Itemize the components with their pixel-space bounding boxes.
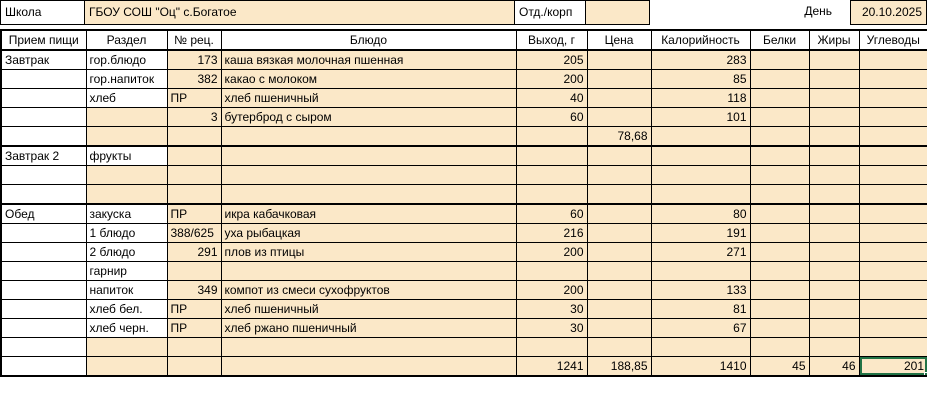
cell-rec[interactable]: ПР (167, 318, 221, 337)
cell-carbs[interactable] (859, 146, 927, 166)
cell-carbs[interactable] (859, 318, 927, 337)
day-label-cell[interactable]: День (650, 0, 840, 25)
cell-section[interactable] (86, 356, 167, 376)
cell-kcal[interactable] (651, 166, 750, 185)
cell-carbs[interactable] (859, 185, 927, 204)
cell-dish[interactable]: хлеб ржано пшеничный (221, 318, 516, 337)
cell-protein[interactable] (750, 337, 809, 356)
table-row (1, 356, 927, 376)
cell-protein[interactable] (750, 204, 809, 224)
cell-dish[interactable]: уха рыбацкая (221, 223, 516, 242)
cell-protein[interactable] (750, 261, 809, 280)
cell-price[interactable] (587, 280, 651, 299)
cell-fat[interactable] (809, 204, 859, 224)
cell-fat[interactable] (809, 318, 859, 337)
cell-price[interactable] (587, 318, 651, 337)
cell-out[interactable] (516, 337, 587, 356)
cell-fat[interactable] (809, 242, 859, 261)
cell-dish[interactable]: какао с молоком (221, 70, 516, 89)
column-header[interactable]: Цена (587, 30, 651, 50)
cell-rec[interactable]: ПР (167, 204, 221, 224)
cell-carbs[interactable]: 201 (859, 356, 927, 376)
menu-spreadsheet (0, 29, 927, 377)
cell-fat[interactable]: 46 (809, 356, 859, 376)
cell-out[interactable]: 200 (516, 280, 587, 299)
cell-fat[interactable] (809, 50, 859, 70)
table-row (1, 89, 927, 108)
cell-price[interactable]: 188,85 (587, 356, 651, 376)
cell-carbs[interactable] (859, 337, 927, 356)
cell-section[interactable]: хлеб бел. (86, 299, 167, 318)
cell-out[interactable]: 60 (516, 108, 587, 127)
cell-rec[interactable] (167, 127, 221, 147)
cell-rec[interactable] (167, 356, 221, 376)
cell-kcal[interactable]: 80 (651, 204, 750, 224)
column-header[interactable]: Белки (750, 30, 809, 50)
cell-meal[interactable] (1, 318, 86, 337)
cell-rec[interactable]: ПР (167, 89, 221, 108)
cell-price[interactable] (587, 146, 651, 166)
cell-section[interactable]: гарнир (86, 261, 167, 280)
cell-rec[interactable]: 349 (167, 280, 221, 299)
column-header[interactable]: Выход, г (516, 30, 587, 50)
cell-section[interactable]: 1 блюдо (86, 223, 167, 242)
cell-price[interactable] (587, 89, 651, 108)
cell-dish[interactable]: икра кабачковая (221, 204, 516, 224)
cell-kcal[interactable]: 191 (651, 223, 750, 242)
table-row (1, 223, 927, 242)
cell-fat[interactable] (809, 261, 859, 280)
table-row (1, 146, 927, 166)
cell-fat[interactable] (809, 108, 859, 127)
cell-section[interactable]: 2 блюдо (86, 242, 167, 261)
cell-rec[interactable]: 3 (167, 108, 221, 127)
cell-dish[interactable] (221, 127, 516, 147)
department-value-cell[interactable] (585, 0, 650, 25)
cell-fat[interactable] (809, 337, 859, 356)
cell-out[interactable]: 1241 (516, 356, 587, 376)
cell-kcal[interactable]: 1410 (651, 356, 750, 376)
cell-kcal[interactable] (651, 185, 750, 204)
cell-section[interactable] (86, 337, 167, 356)
cell-out[interactable]: 30 (516, 318, 587, 337)
cell-meal[interactable] (1, 223, 86, 242)
cell-meal[interactable] (1, 242, 86, 261)
cell-out[interactable] (516, 261, 587, 280)
cell-protein[interactable] (750, 108, 809, 127)
cell-out[interactable]: 200 (516, 242, 587, 261)
cell-dish[interactable] (221, 356, 516, 376)
cell-kcal[interactable] (651, 127, 750, 147)
cell-carbs[interactable] (859, 223, 927, 242)
cell-meal[interactable] (1, 127, 86, 147)
cell-meal[interactable] (1, 299, 86, 318)
cell-protein[interactable] (750, 223, 809, 242)
cell-meal[interactable] (1, 356, 86, 376)
table-row (1, 299, 927, 318)
cell-protein[interactable] (750, 185, 809, 204)
cell-out[interactable]: 205 (516, 50, 587, 70)
cell-dish[interactable] (221, 166, 516, 185)
cell-meal[interactable]: Завтрак (1, 50, 86, 70)
cell-section[interactable] (86, 127, 167, 147)
cell-rec[interactable]: 382 (167, 70, 221, 89)
column-header[interactable]: Блюдо (221, 30, 516, 50)
cell-protein[interactable] (750, 70, 809, 89)
cell-rec[interactable] (167, 146, 221, 166)
cell-protein[interactable] (750, 127, 809, 147)
cell-rec[interactable]: 291 (167, 242, 221, 261)
cell-carbs[interactable] (859, 108, 927, 127)
cell-price[interactable] (587, 204, 651, 224)
cell-dish[interactable]: бутерброд с сыром (221, 108, 516, 127)
cell-carbs[interactable] (859, 166, 927, 185)
cell-carbs[interactable] (859, 299, 927, 318)
cell-rec[interactable]: 388/625 (167, 223, 221, 242)
cell-fat[interactable] (809, 146, 859, 166)
cell-dish[interactable]: каша вязкая молочная пшенная (221, 50, 516, 70)
date-cell[interactable]: 20.10.2025 (850, 0, 927, 25)
cell-protein[interactable] (750, 166, 809, 185)
cell-out[interactable]: 60 (516, 204, 587, 224)
table-row (1, 242, 927, 261)
cell-fat[interactable] (809, 280, 859, 299)
cell-protein[interactable] (750, 318, 809, 337)
cell-meal[interactable] (1, 70, 86, 89)
cell-fat[interactable] (809, 223, 859, 242)
cell-carbs[interactable] (859, 204, 927, 224)
table-row (1, 70, 927, 89)
cell-kcal[interactable]: 85 (651, 70, 750, 89)
cell-kcal[interactable]: 283 (651, 50, 750, 70)
cell-price[interactable] (587, 70, 651, 89)
cell-section[interactable]: хлеб черн. (86, 318, 167, 337)
cell-carbs[interactable] (859, 89, 927, 108)
table-row (1, 166, 927, 185)
table-row (1, 261, 927, 280)
cell-kcal[interactable] (651, 146, 750, 166)
cell-kcal[interactable] (651, 337, 750, 356)
cell-carbs[interactable] (859, 70, 927, 89)
cell-kcal[interactable]: 133 (651, 280, 750, 299)
table-row (1, 50, 927, 70)
table-row (1, 204, 927, 224)
cell-out[interactable] (516, 127, 587, 147)
cell-section[interactable]: гор.напиток (86, 70, 167, 89)
cell-kcal[interactable]: 271 (651, 242, 750, 261)
cell-out[interactable]: 216 (516, 223, 587, 242)
column-header[interactable]: Калорийность (651, 30, 750, 50)
cell-fat[interactable] (809, 299, 859, 318)
cell-carbs[interactable] (859, 280, 927, 299)
cell-fat[interactable] (809, 166, 859, 185)
table-row (1, 127, 927, 147)
table-row (1, 108, 927, 127)
cell-rec[interactable]: ПР (167, 299, 221, 318)
cell-kcal[interactable] (651, 261, 750, 280)
school-name-cell[interactable]: ГБОУ СОШ "Оц" с.Богатое (84, 0, 515, 25)
column-header[interactable]: Жиры (809, 30, 859, 50)
cell-dish[interactable] (221, 146, 516, 166)
cell-meal[interactable] (1, 108, 86, 127)
department-label-cell[interactable]: Отд./корп (514, 0, 586, 25)
cell-dish[interactable] (221, 185, 516, 204)
cell-rec[interactable] (167, 185, 221, 204)
cell-protein[interactable] (750, 242, 809, 261)
cell-meal[interactable] (1, 261, 86, 280)
column-header[interactable]: Раздел (86, 30, 167, 50)
cell-price[interactable] (587, 185, 651, 204)
cell-carbs[interactable] (859, 261, 927, 280)
cell-fat[interactable] (809, 70, 859, 89)
cell-out[interactable]: 30 (516, 299, 587, 318)
school-label-cell[interactable]: Школа (0, 0, 85, 25)
cell-meal[interactable] (1, 185, 86, 204)
cell-fat[interactable] (809, 127, 859, 147)
cell-fat[interactable] (809, 185, 859, 204)
cell-out[interactable] (516, 166, 587, 185)
cell-price[interactable] (587, 50, 651, 70)
cell-meal[interactable] (1, 280, 86, 299)
cell-section[interactable]: напиток (86, 280, 167, 299)
column-header[interactable]: Углеводы (859, 30, 927, 50)
cell-meal[interactable]: Завтрак 2 (1, 146, 86, 166)
cell-out[interactable] (516, 185, 587, 204)
cell-meal[interactable] (1, 337, 86, 356)
cell-dish[interactable]: хлеб пшеничный (221, 89, 516, 108)
cell-carbs[interactable] (859, 127, 927, 147)
cell-protein[interactable]: 45 (750, 356, 809, 376)
cell-kcal[interactable]: 118 (651, 89, 750, 108)
cell-section[interactable] (86, 166, 167, 185)
table-row (1, 280, 927, 299)
cell-price[interactable] (587, 337, 651, 356)
cell-rec[interactable] (167, 261, 221, 280)
cell-kcal[interactable]: 67 (651, 318, 750, 337)
cell-dish[interactable] (221, 261, 516, 280)
cell-price[interactable] (587, 108, 651, 127)
column-header[interactable]: Прием пищи (1, 30, 86, 50)
cell-out[interactable]: 200 (516, 70, 587, 89)
cell-kcal[interactable]: 81 (651, 299, 750, 318)
cell-dish[interactable]: компот из смеси сухофруктов (221, 280, 516, 299)
cell-out[interactable]: 40 (516, 89, 587, 108)
cell-meal[interactable]: Обед (1, 204, 86, 224)
cell-carbs[interactable] (859, 242, 927, 261)
cell-carbs[interactable] (859, 50, 927, 70)
cell-section[interactable]: хлеб (86, 89, 167, 108)
cell-meal[interactable] (1, 166, 86, 185)
cell-rec[interactable] (167, 337, 221, 356)
cell-price[interactable] (587, 261, 651, 280)
table-row (1, 318, 927, 337)
cell-section[interactable] (86, 108, 167, 127)
cell-meal[interactable] (1, 89, 86, 108)
cell-price[interactable] (587, 242, 651, 261)
column-header[interactable]: № рец. (167, 30, 221, 50)
cell-protein[interactable] (750, 146, 809, 166)
cell-section[interactable] (86, 185, 167, 204)
header-row (1, 30, 927, 50)
cell-fat[interactable] (809, 89, 859, 108)
cell-rec[interactable]: 173 (167, 50, 221, 70)
cell-section[interactable]: гор.блюдо (86, 50, 167, 70)
cell-dish[interactable]: хлеб пшеничный (221, 299, 516, 318)
cell-protein[interactable] (750, 299, 809, 318)
cell-protein[interactable] (750, 280, 809, 299)
cell-kcal[interactable]: 101 (651, 108, 750, 127)
cell-protein[interactable] (750, 50, 809, 70)
cell-out[interactable] (516, 146, 587, 166)
cell-rec[interactable] (167, 166, 221, 185)
cell-dish[interactable] (221, 337, 516, 356)
cell-protein[interactable] (750, 89, 809, 108)
cell-price[interactable] (587, 166, 651, 185)
cell-section[interactable]: закуска (86, 204, 167, 224)
cell-price[interactable] (587, 223, 651, 242)
sheet-body (1, 50, 927, 376)
cell-price[interactable] (587, 299, 651, 318)
cell-dish[interactable]: плов из птицы (221, 242, 516, 261)
table-row (1, 337, 927, 356)
cell-section[interactable]: фрукты (86, 146, 167, 166)
table-row (1, 185, 927, 204)
cell-price[interactable]: 78,68 (587, 127, 651, 147)
